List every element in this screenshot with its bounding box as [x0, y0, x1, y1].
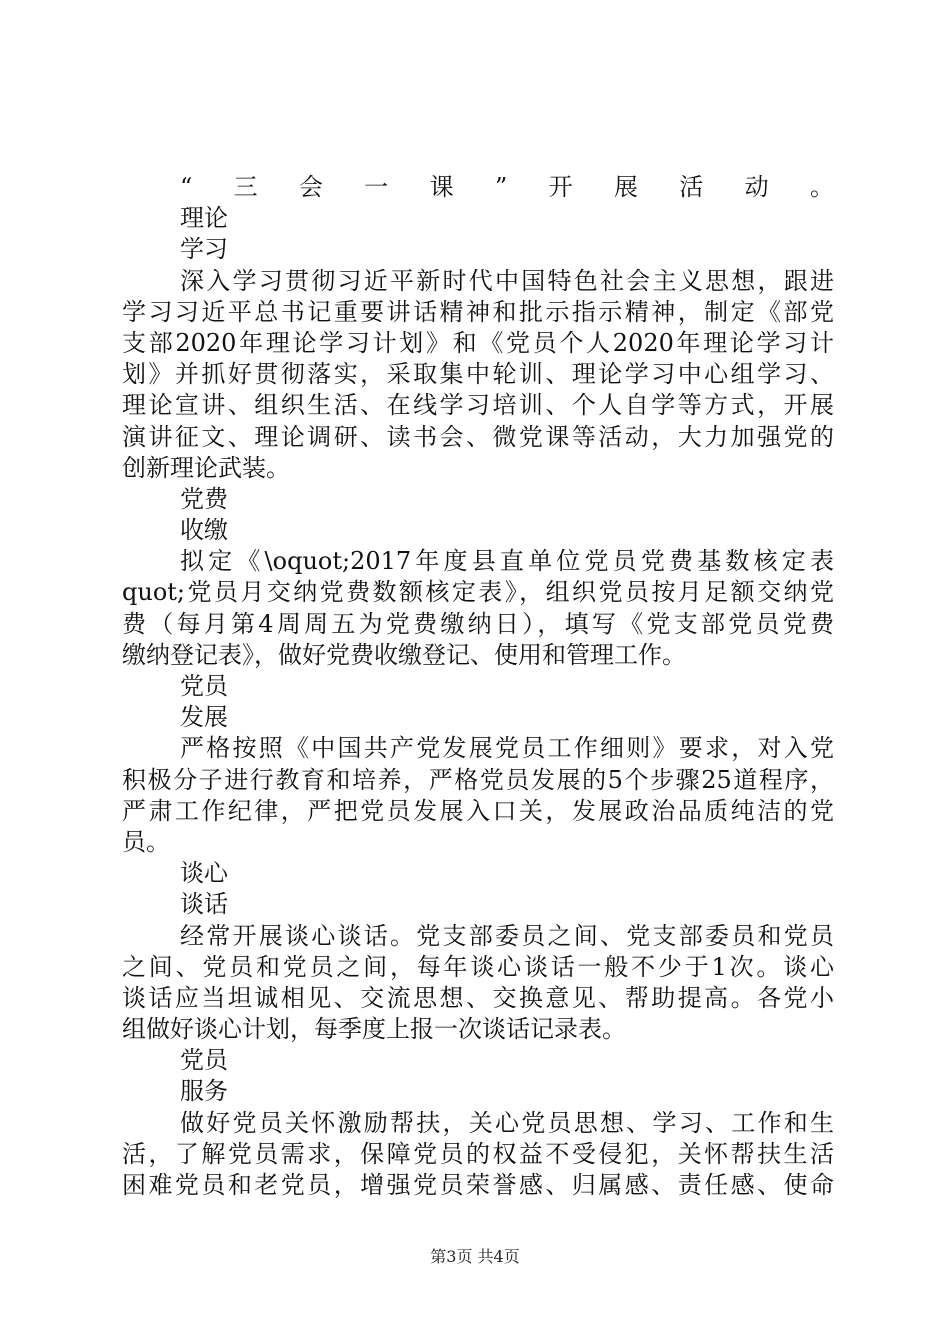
paragraph-line: 拟定《\oquot;2017年度县直单位党员党费基数核定表 [180, 547, 834, 576]
paragraph-line: 演讲征文、理论调研、读书会、微党课等活动，大力加强党的 [122, 422, 834, 451]
paragraph-line: 做好党员关怀激励帮扶，关心党员思想、学习、工作和生 [180, 1108, 834, 1137]
paragraph-line: quot;党员月交纳党费数额核定表》，组织党员按月足额交纳党 [122, 578, 834, 607]
paragraph-line: 之间、党员和党员之间，每年谈心谈话一般不少于1次。谈心 [122, 952, 834, 981]
paragraph-line: 严肃工作纪律，严把党员发展入口关，发展政治品质纯洁的党 [122, 796, 834, 825]
section-heading-line: 谈话 [180, 890, 228, 919]
section-heading-line: 理论 [180, 204, 228, 233]
paragraph-line: 组做好谈心计划，每季度上报一次谈话记录表。 [122, 1015, 626, 1044]
section-heading-line: 党员 [180, 672, 228, 700]
section-heading-line: 收缴 [180, 516, 228, 545]
section-heading-line: 党员 [180, 1046, 228, 1075]
document-body [122, 172, 834, 1201]
paragraph-line: “三会一课”开展活动。 [180, 173, 834, 201]
paragraph-line: 困难党员和老党员，增强党员荣誉感、归属感、责任感、使命 [122, 1171, 834, 1199]
paragraph-line: 严格按照《中国共产党发展党员工作细则》要求，对入党 [180, 734, 834, 763]
paragraph-line: 费（每月第4周周五为党费缴纳日），填写《党支部党员党费 [122, 609, 834, 638]
section-heading-line: 发展 [180, 703, 228, 732]
section-heading-line: 谈心 [180, 859, 228, 888]
section-heading-line: 学习 [180, 235, 228, 264]
paragraph-line: 活，了解党员需求，保障党员的权益不受侵犯，关怀帮扶生活 [122, 1139, 834, 1168]
paragraph-line: 经常开展谈心谈话。党支部委员之间、党支部委员和党员 [180, 921, 834, 950]
paragraph-line: 学习习近平总书记重要讲话精神和批示指示精神，制定《部党 [122, 297, 834, 326]
paragraph-line: 划》并抓好贯彻落实，采取集中轮训、理论学习中心组学习、 [122, 360, 834, 389]
paragraph-line: 理论宣讲、组织生活、在线学习培训、个人自学等方式，开展 [122, 391, 834, 420]
paragraph-line: 缴纳登记表》，做好党费收缴登记、使用和管理工作。 [122, 640, 686, 669]
paragraph-line: 支部2020年理论学习计划》和《党员个人2020年理论学习计 [122, 328, 834, 357]
paragraph-line: 谈话应当坦诚相见、交流思想、交换意见、帮助提高。各党小 [122, 983, 834, 1012]
paragraph-line: 员。 [122, 827, 170, 856]
page-footer: 第3页 共4页 [430, 1247, 520, 1266]
section-heading-line: 党费 [180, 484, 228, 513]
paragraph-line: 创新理论武装。 [122, 453, 290, 482]
paragraph-line: 深入学习贯彻习近平新时代中国特色社会主义思想，跟进 [180, 266, 834, 295]
paragraph-line: 积极分子进行教育和培养，严格党员发展的5个步骤25道程序， [122, 765, 834, 794]
section-heading-line: 服务 [180, 1077, 228, 1106]
